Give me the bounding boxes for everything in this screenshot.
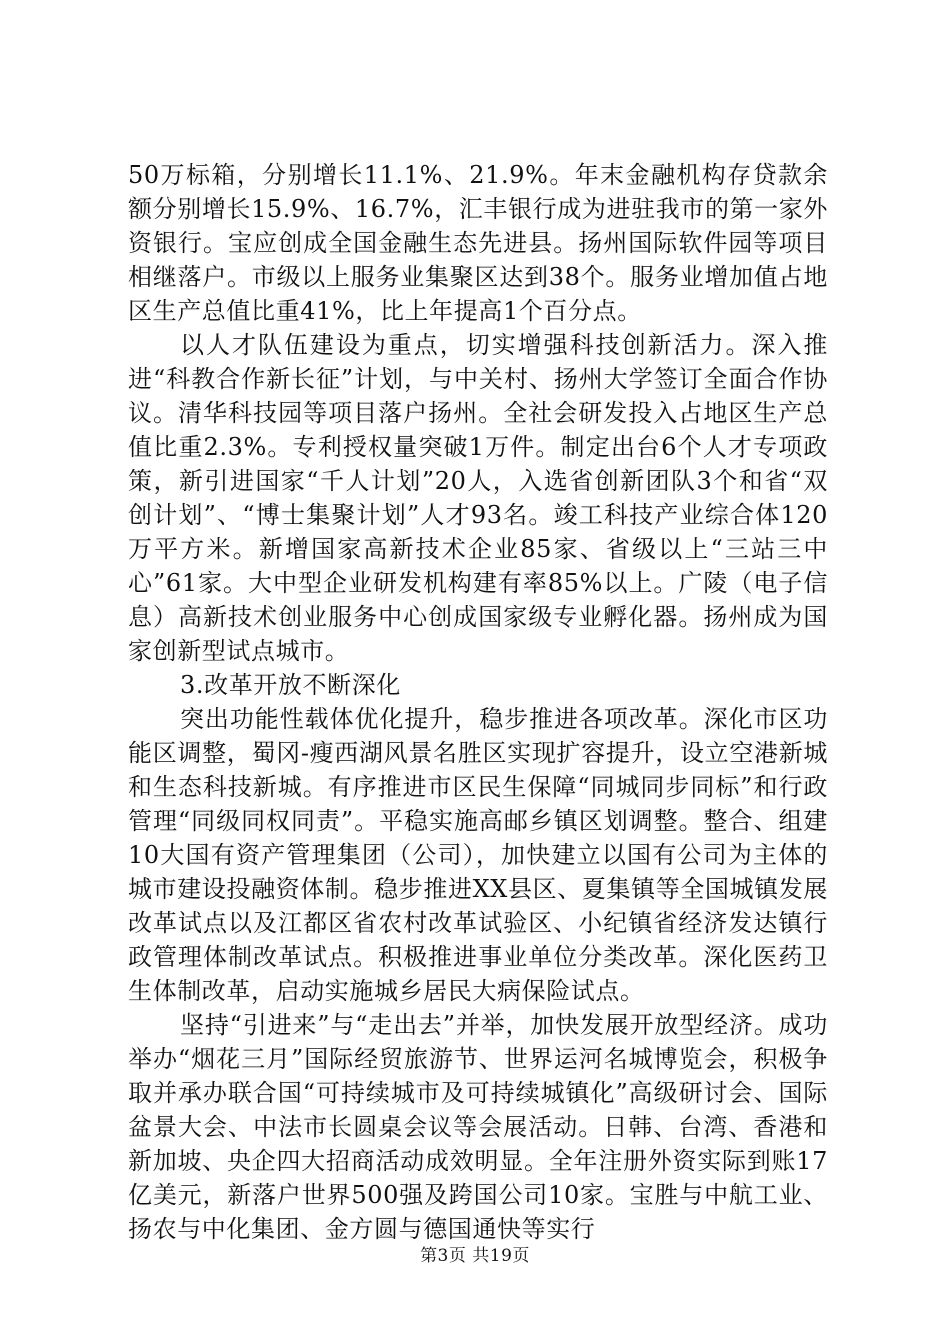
paragraph-4: 坚持“引进来”与“走出去”并举，加快发展开放型经济。成功举办“烟花三月”国际经贸旅游节、世界运河名城博览会，积极争取并承办联合国“可持续城市及可持续城镇化”高级研讨会、国际盆景大会、中法市长圆桌会议等会展活动。日韩、台湾、香港和新加坡、央企四大招商活动成效明显。全年注册外资实际到账17亿美元，新落户世界500强及跨国公司10家。宝胜与中航工业、扬农与中化集团、金方圆与德国通快等实行	[128, 1011, 828, 1243]
paragraph-3: 突出功能性载体优化提升，稳步推进各项改革。深化市区功能区调整，蜀冈-瘦西湖风景名胜区实现扩容提升，设立空港新城和生态科技新城。有序推进市区民生保障“同城同步同标”和行政管理“同级同权同责”。平稳实施高邮乡镇区划调整。整合、组建10大国有资产管理集团（公司），加快建立以国有公司为主体的城市建设投融资体制。稳步推进XX县区、夏集镇等全国城镇发展改革试点以及江都区省农村改革试验区、小纪镇省经济发达镇行政管理体制改革试点。积极推进事业单位分类改革。深化医药卫生体制改革，启动实施城乡居民大病保险试点。	[128, 705, 828, 1005]
paragraph-2: 以人才队伍建设为重点，切实增强科技创新活力。深入推进“科教合作新长征”计划，与中关村、扬州大学签订全面合作协议。清华科技园等项目落户扬州。全社会研发投入占地区生产总值比重2.3%。专利授权量突破1万件。制定出台6个人才专项政策，新引进国家“千人计划”20人，入选省创新团队3个和省“双创计划”、“博士集聚计划”人才93名。竣工科技产业综合体120万平方米。新增国家高新技术企业85家、省级以上“三站三中心”61家。大中型企业研发机构建有率85%以上。广陵（电子信息）高新技术创业服务中心创成国家级专业孵化器。扬州成为国家创新型试点城市。	[128, 331, 828, 665]
page-number-footer: 第3页 共19页	[420, 1246, 530, 1266]
section-heading: 3.改革开放不断深化	[180, 671, 401, 699]
document-body	[128, 158, 828, 1246]
paragraph-1: 50万标箱，分别增长11.1%、21.9%。年末金融机构存贷款余额分别增长15.9%、16.7%，汇丰银行成为进驻我市的第一家外资银行。宝应创成全国金融生态先进县。扬州国际软件园等项目相继落户。市级以上服务业集聚区达到38个。服务业增加值占地区生产总值比重41%，比上年提高1个百分点。	[128, 161, 828, 325]
